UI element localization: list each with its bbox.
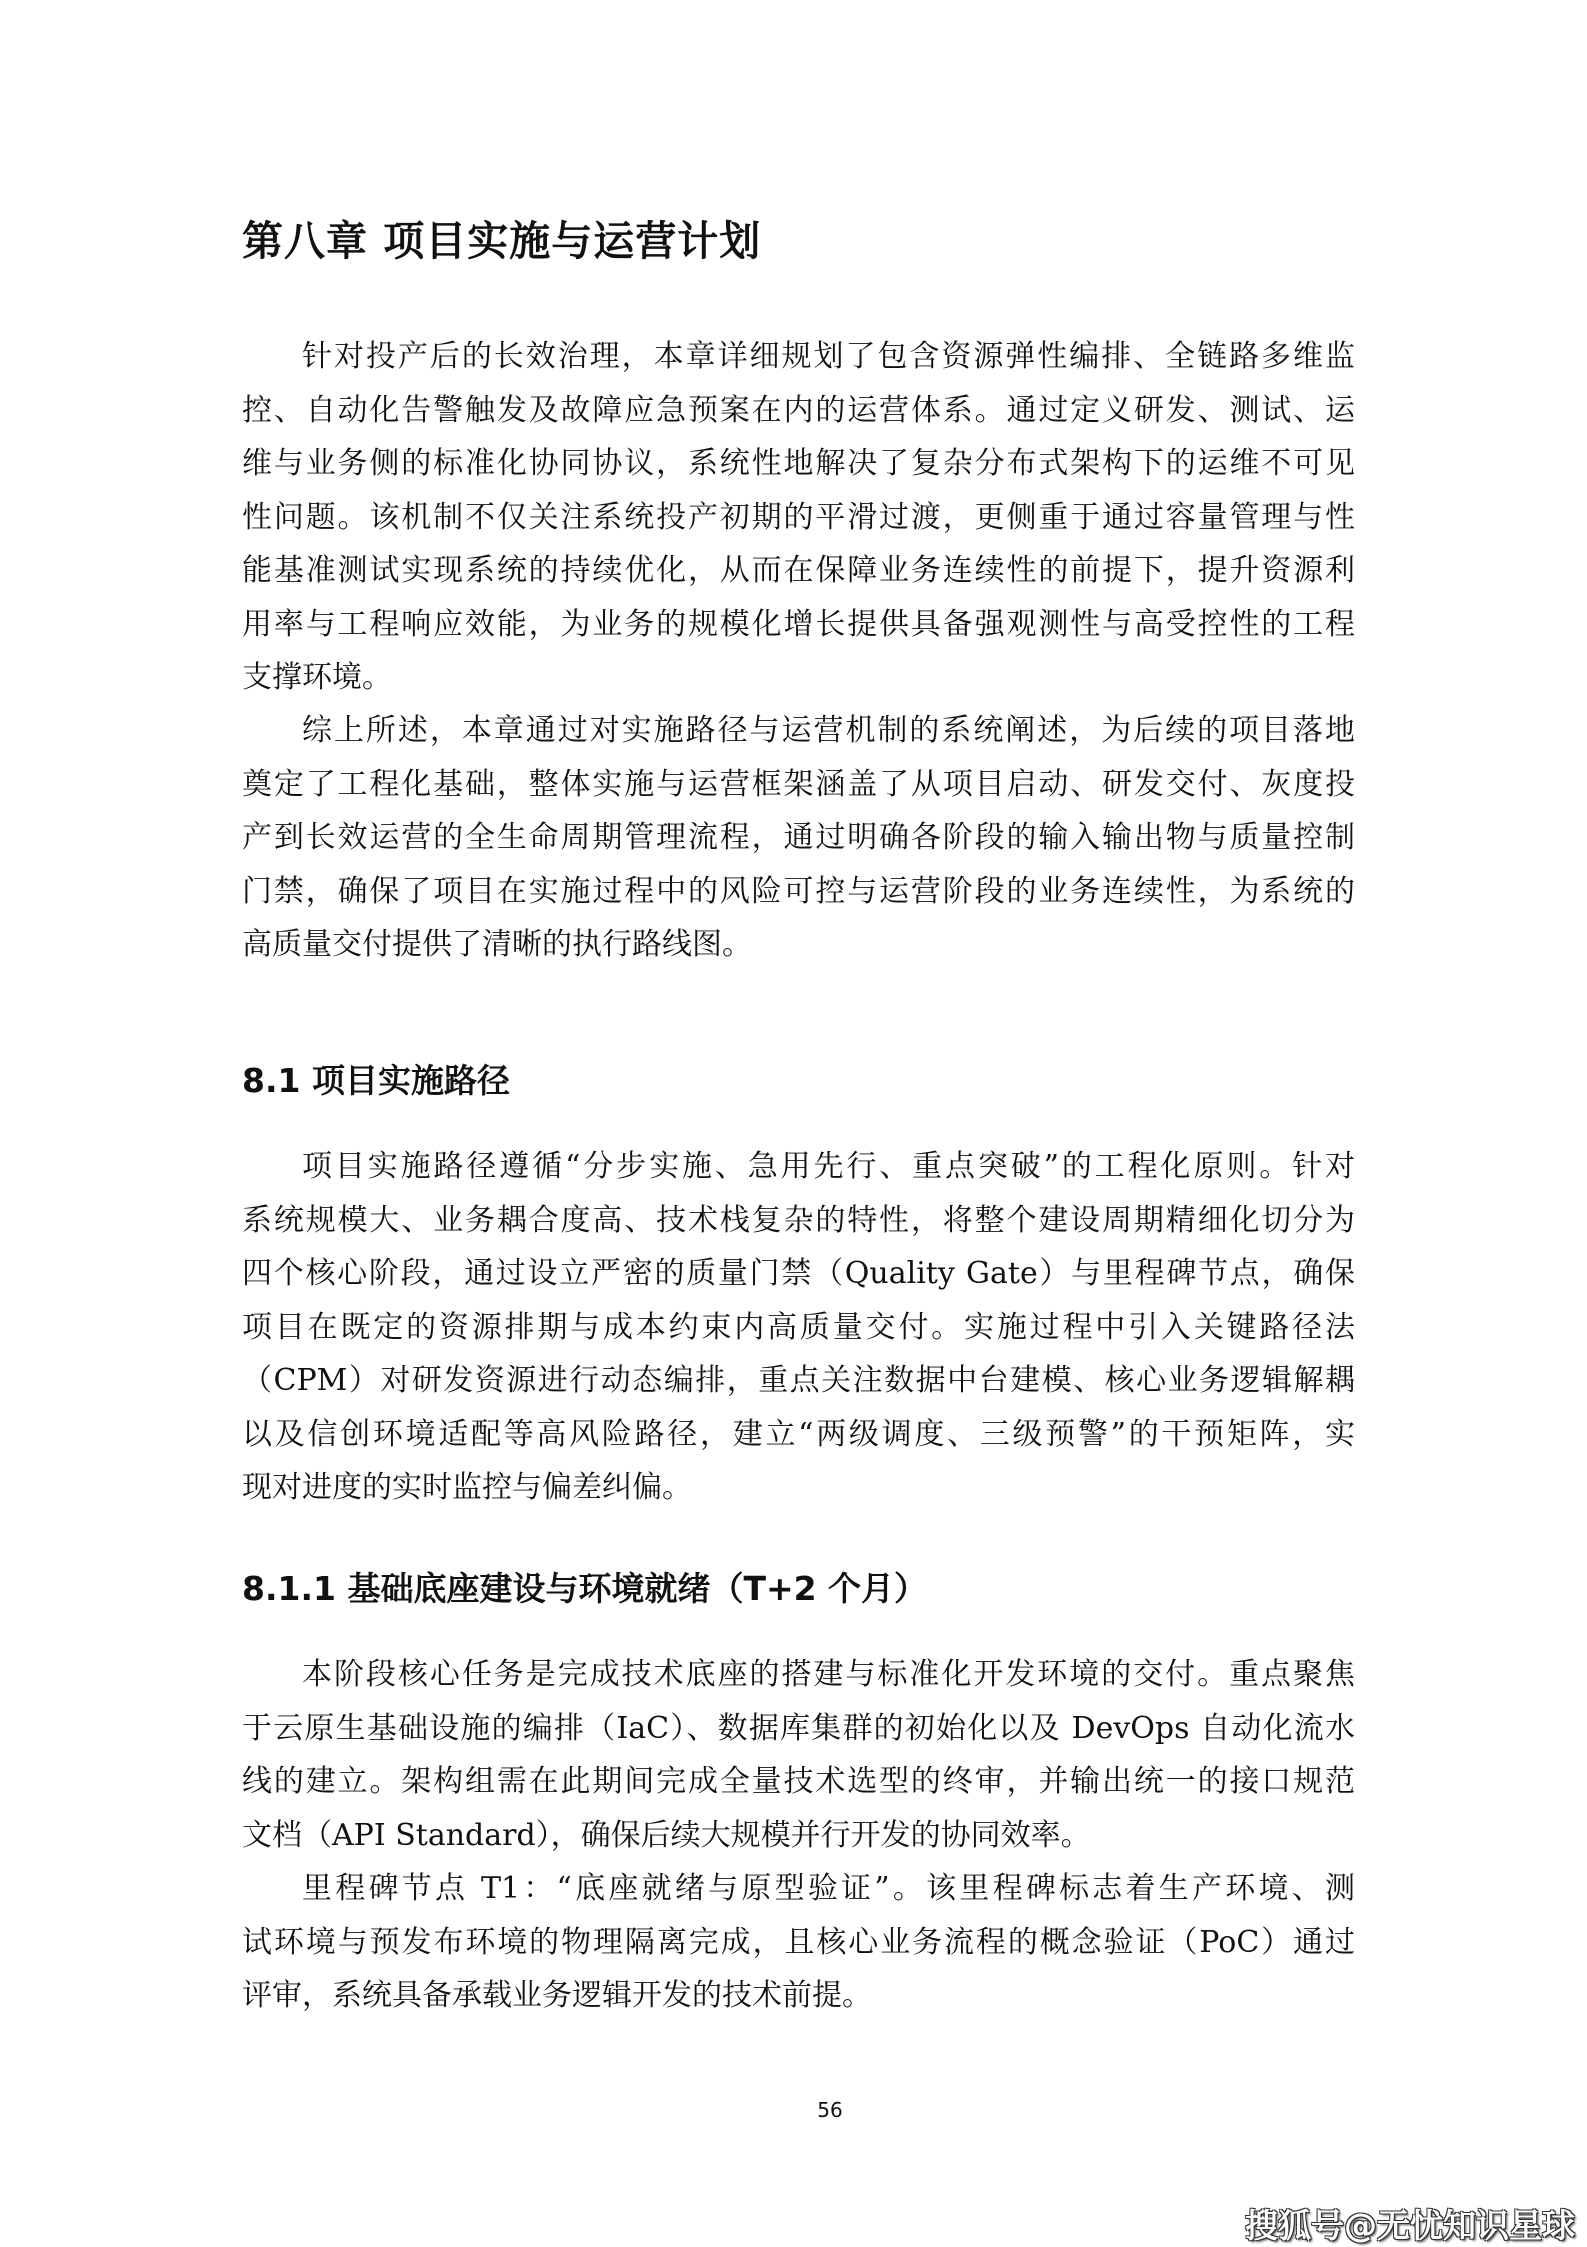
text-line: 高质量交付提供了清晰的执行路线图。 (242, 927, 752, 962)
text-line: 于云原生基础设施的编排（IaC）、数据库集群的初始化以及 DevOps 自动化流水 (242, 1710, 1355, 1746)
text-line: 性问题。该机制不仅关注系统投产初期的平滑过渡，更侧重于通过容量管理与性 (242, 499, 1355, 535)
text-line: 综上所述，本章通过对实施路径与运营机制的系统阐述，为后续的项目落地 (302, 713, 1355, 748)
section-8-1-1-paragraph-1 (242, 1648, 1355, 1862)
intro-paragraph-2 (242, 704, 1355, 972)
text-line: 线的建立。架构组需在此期间完成全量技术选型的终审，并输出统一的接口规范 (242, 1764, 1355, 1799)
section-heading-8-1-1: 8.1.1 基础底座建设与环境就绪（T+2 个月） (242, 1569, 928, 1608)
watermark: 搜狐号@无忧知识星球 (1245, 2206, 1575, 2245)
intro-paragraph-1 (242, 330, 1355, 705)
text-line: 系统规模大、业务耦合度高、技术栈复杂的特性，将整个建设周期精细化切分为 (242, 1202, 1355, 1238)
text-line: 以及信创环境适配等高风险路径，建立“两级调度、三级预警”的干预矩阵，实 (242, 1416, 1355, 1452)
text-line: 本阶段核心任务是完成技术底座的搭建与标准化开发环境的交付。重点聚焦 (302, 1657, 1355, 1692)
text-line: 文档（API Standard），确保后续大规模并行开发的协同效率。 (242, 1817, 1091, 1853)
text-line: 维与业务侧的标准化协同协议，系统性地解决了复杂分布式架构下的运维不可见 (242, 446, 1355, 481)
section-heading-8-1: 8.1 项目实施路径 (242, 1061, 510, 1100)
text-line: （CPM）对研发资源进行动态编排，重点关注数据中台建模、核心业务逻辑解耦 (242, 1363, 1355, 1398)
page-number: 56 (817, 2098, 843, 2122)
section-8-1-paragraph (242, 1140, 1355, 1515)
text-line: 现对进度的实时监控与偏差纠偏。 (242, 1470, 692, 1505)
section-8-1-1-paragraph-2 (242, 1862, 1355, 2023)
text-line: 能基准测试实现系统的持续优化，从而在保障业务连续性的前提下，提升资源利 (242, 553, 1355, 588)
text-line: 控、自动化告警触发及故障应急预案在内的运营体系。通过定义研发、测试、运 (242, 392, 1355, 428)
text-line: 项目在既定的资源排期与成本约束内高质量交付。实施过程中引入关键路径法 (242, 1309, 1355, 1345)
text-line: 四个核心阶段，通过设立严密的质量门禁（Quality Gate）与里程碑节点，确保 (242, 1256, 1355, 1291)
text-line: 针对投产后的长效治理，本章详细规划了包含资源弹性编排、全链路多维监 (302, 339, 1355, 374)
text-line: 门禁，确保了项目在实施过程中的风险可控与运营阶段的业务连续性，为系统的 (242, 873, 1355, 909)
text-line: 试环境与预发布环境的物理隔离完成，且核心业务流程的概念验证（PoC）通过 (242, 1924, 1355, 1960)
text-line: 产到长效运营的全生命周期管理流程，通过明确各阶段的输入输出物与质量控制 (242, 820, 1355, 855)
text-line: 用率与工程响应效能，为业务的规模化增长提供具备强观测性与高受控性的工程 (242, 606, 1355, 642)
text-line: 评审，系统具备承载业务逻辑开发的技术前提。 (242, 1978, 872, 2013)
text-line: 奠定了工程化基础，整体实施与运营框架涵盖了从项目启动、研发交付、灰度投 (242, 766, 1355, 802)
text-line: 里程碑节点 T1：“底座就绪与原型验证”。该里程碑标志着生产环境、测 (302, 1871, 1355, 1906)
text-line: 项目实施路径遵循“分步实施、急用先行、重点突破”的工程化原则。针对 (302, 1149, 1355, 1184)
text-line: 支撑环境。 (242, 660, 392, 695)
chapter-title: 第八章 项目实施与运营计划 (242, 217, 762, 265)
